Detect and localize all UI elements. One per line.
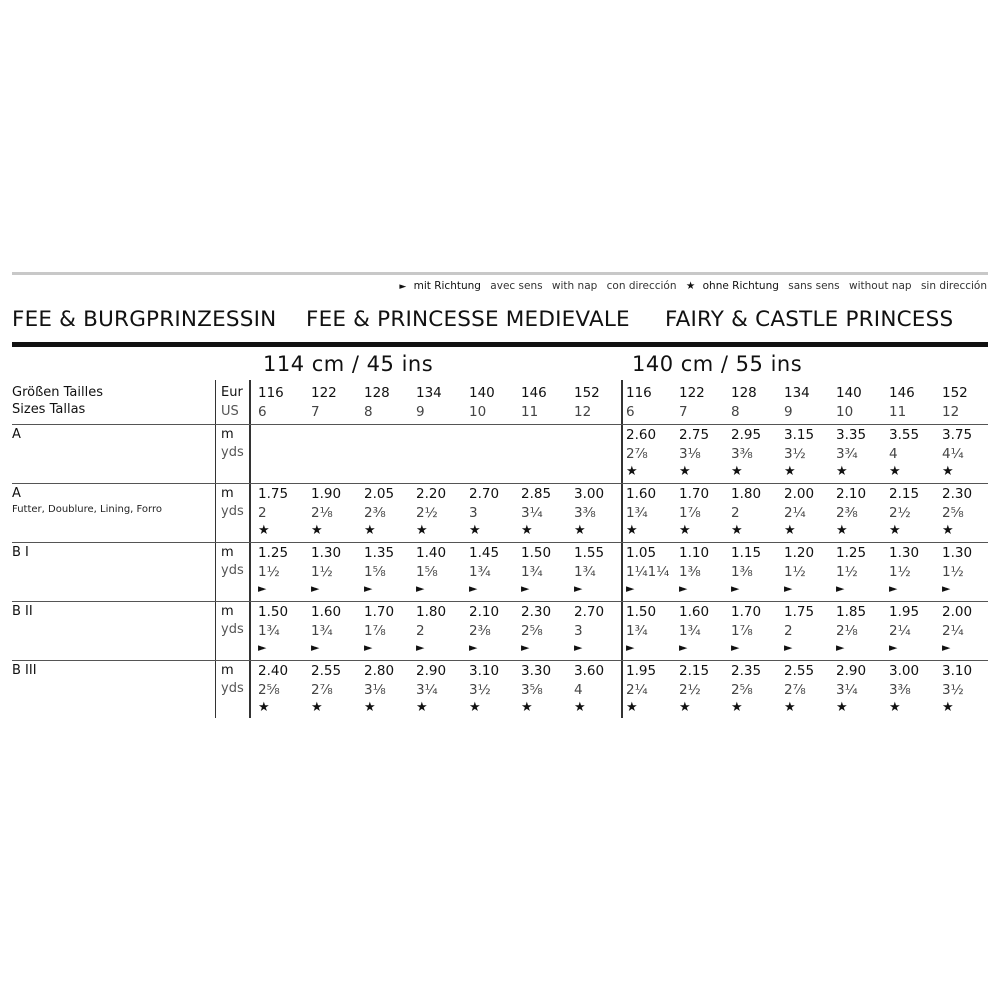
value-yards: 2⅝ — [521, 623, 543, 639]
value-yards: 2⅝ — [942, 505, 964, 521]
with-nap-marker: ► — [416, 641, 425, 654]
eur-size: 152 — [942, 385, 968, 401]
without-nap-marker: ★ — [889, 464, 901, 479]
value-yards: 1¾ — [469, 564, 491, 580]
value-metres: 3.00 — [574, 486, 605, 502]
value-metres: 1.50 — [258, 604, 289, 620]
with-nap-marker: ► — [311, 641, 320, 654]
value-metres: 1.60 — [679, 604, 710, 620]
value-metres: 2.20 — [416, 486, 447, 502]
with-nap-marker: ► — [258, 582, 267, 595]
value-yards: 3½ — [469, 682, 491, 698]
without-nap-marker: ★ — [784, 464, 796, 479]
width-114-left-border — [249, 380, 251, 718]
without-nap-marker: ★ — [416, 700, 428, 715]
value-metres: 1.70 — [364, 604, 395, 620]
value-metres: 1.15 — [731, 545, 762, 561]
with-nap-marker: ► — [889, 582, 898, 595]
without-nap-marker: ★ — [469, 700, 481, 715]
with-nap-marker: ► — [889, 641, 898, 654]
unit-yds: yds — [221, 445, 244, 460]
without-nap-marker: ★ — [942, 700, 954, 715]
title-fr: FEE & PRINCESSE MEDIEVALE — [306, 307, 630, 332]
value-metres: 1.50 — [521, 545, 552, 561]
without-nap-marker: ★ — [836, 464, 848, 479]
value-yards: 3⅜ — [574, 505, 596, 521]
value-yards: 2¼ — [942, 623, 964, 639]
value-yards: 2 — [258, 505, 267, 521]
unit-m: m — [221, 486, 234, 501]
without-nap-marker: ★ — [784, 700, 796, 715]
without-nap-marker: ★ — [311, 523, 323, 538]
value-metres: 1.40 — [416, 545, 447, 561]
value-metres: 2.80 — [364, 663, 395, 679]
value-yards: 2¼ — [889, 623, 911, 639]
with-nap-fr: avec sens — [490, 280, 543, 292]
without-nap-fr: sans sens — [788, 280, 840, 292]
value-metres: 1.30 — [889, 545, 920, 561]
row-separator — [12, 542, 988, 543]
without-nap-marker: ★ — [784, 523, 796, 538]
value-metres: 2.95 — [731, 427, 762, 443]
with-nap-marker: ► — [784, 582, 793, 595]
without-nap-en: without nap — [849, 280, 912, 292]
without-nap-marker: ★ — [836, 700, 848, 715]
without-nap-marker: ★ — [942, 464, 954, 479]
value-yards: 3¼ — [836, 682, 858, 698]
value-metres: 3.15 — [784, 427, 815, 443]
value-yards: 2⅜ — [364, 505, 386, 521]
value-metres: 2.90 — [416, 663, 447, 679]
value-metres: 2.40 — [258, 663, 289, 679]
row-separator — [12, 660, 988, 661]
value-yards: 1¾ — [311, 623, 333, 639]
value-yards: 2½ — [416, 505, 438, 521]
value-yards: 3⅜ — [731, 446, 753, 462]
eur-size: 146 — [521, 385, 547, 401]
without-nap-marker: ★ — [942, 523, 954, 538]
value-metres: 2.15 — [679, 663, 710, 679]
without-nap-marker: ★ — [679, 523, 691, 538]
value-metres: 2.05 — [364, 486, 395, 502]
without-nap-symbol: ★ — [685, 280, 696, 292]
row-separator — [12, 424, 988, 425]
legend — [399, 280, 987, 292]
value-metres: 1.30 — [311, 545, 342, 561]
row-label: A — [12, 486, 21, 501]
without-nap-marker: ★ — [574, 523, 586, 538]
value-yards: 2⅞ — [626, 446, 648, 462]
with-nap-marker: ► — [574, 641, 583, 654]
row-separator — [12, 483, 988, 484]
without-nap-marker: ★ — [626, 700, 638, 715]
without-nap-marker: ★ — [258, 700, 270, 715]
value-yards: 4 — [889, 446, 898, 462]
with-nap-marker: ► — [731, 582, 740, 595]
without-nap-marker: ★ — [836, 523, 848, 538]
value-yards: 3¼ — [521, 505, 543, 521]
size-label-line2: Sizes Tallas — [12, 402, 86, 417]
value-metres: 1.45 — [469, 545, 500, 561]
value-metres: 1.75 — [784, 604, 815, 620]
with-nap-es: con dirección — [606, 280, 677, 292]
value-metres: 2.15 — [889, 486, 920, 502]
eur-size: 134 — [784, 385, 810, 401]
with-nap-marker: ► — [942, 641, 951, 654]
value-yards: 2¼ — [784, 505, 806, 521]
with-nap-marker: ► — [416, 582, 425, 595]
without-nap-marker: ★ — [889, 523, 901, 538]
unit-m: m — [221, 663, 234, 678]
value-metres: 2.55 — [784, 663, 815, 679]
unit-column-divider — [215, 380, 216, 718]
eur-size: 140 — [836, 385, 862, 401]
us-size: 8 — [364, 404, 373, 420]
with-nap-marker: ► — [942, 582, 951, 595]
value-yards: 2½ — [679, 682, 701, 698]
value-yards: 1¾ — [258, 623, 280, 639]
eur-size: 116 — [626, 385, 652, 401]
value-yards: 2⅝ — [258, 682, 280, 698]
value-metres: 1.05 — [626, 545, 657, 561]
value-yards: 1¾ — [626, 505, 648, 521]
eur-label: Eur — [221, 385, 243, 400]
without-nap-marker: ★ — [679, 700, 691, 715]
value-yards: 3½ — [942, 682, 964, 698]
width-140-header: 140 cm / 55 ins — [632, 352, 803, 376]
width-114-header: 114 cm / 45 ins — [263, 352, 434, 376]
with-nap-marker: ► — [731, 641, 740, 654]
us-size: 11 — [889, 404, 907, 420]
row-label: B III — [12, 663, 37, 678]
title-en: FAIRY & CASTLE PRINCESS — [665, 307, 954, 332]
value-metres: 1.95 — [626, 663, 657, 679]
us-size: 9 — [784, 404, 793, 420]
value-yards: 3½ — [784, 446, 806, 462]
value-yards: 3⅜ — [889, 682, 911, 698]
value-yards: 1⅜ — [679, 564, 701, 580]
value-yards: 1½ — [311, 564, 333, 580]
us-size: 7 — [679, 404, 688, 420]
value-yards: 3¾ — [836, 446, 858, 462]
us-size: 6 — [258, 404, 267, 420]
value-yards: 2 — [731, 505, 740, 521]
with-nap-marker: ► — [574, 582, 583, 595]
value-yards: 1¼1¼ — [626, 564, 670, 580]
width-140-left-border — [621, 380, 623, 718]
value-metres: 1.70 — [731, 604, 762, 620]
value-metres: 3.75 — [942, 427, 973, 443]
value-metres: 3.00 — [889, 663, 920, 679]
value-metres: 2.10 — [836, 486, 867, 502]
value-metres: 3.10 — [942, 663, 973, 679]
value-yards: 3⅛ — [364, 682, 386, 698]
value-yards: 2⅛ — [311, 505, 333, 521]
value-yards: 1⅞ — [679, 505, 701, 521]
without-nap-marker: ★ — [364, 523, 376, 538]
with-nap-marker: ► — [784, 641, 793, 654]
value-metres: 2.30 — [942, 486, 973, 502]
value-yards: 2½ — [889, 505, 911, 521]
with-nap-marker: ► — [311, 582, 320, 595]
value-metres: 1.50 — [626, 604, 657, 620]
value-metres: 1.85 — [836, 604, 867, 620]
size-label-line1: Größen Tailles — [12, 385, 104, 400]
value-metres: 1.90 — [311, 486, 342, 502]
without-nap-marker: ★ — [258, 523, 270, 538]
value-yards: 2⅞ — [784, 682, 806, 698]
value-metres: 1.75 — [258, 486, 289, 502]
value-metres: 2.30 — [521, 604, 552, 620]
with-nap-marker: ► — [626, 641, 635, 654]
value-yards: 2⅝ — [731, 682, 753, 698]
value-metres: 3.35 — [836, 427, 867, 443]
value-yards: 1⅝ — [416, 564, 438, 580]
value-yards: 2 — [784, 623, 793, 639]
value-yards: 2¼ — [626, 682, 648, 698]
value-yards: 4 — [574, 682, 583, 698]
eur-size: 122 — [679, 385, 705, 401]
without-nap-marker: ★ — [626, 523, 638, 538]
value-metres: 2.00 — [784, 486, 815, 502]
row-sublabel: Futter, Doublure, Lining, Forro — [12, 504, 162, 515]
with-nap-marker: ► — [836, 582, 845, 595]
value-yards: 3 — [469, 505, 478, 521]
us-size: 7 — [311, 404, 320, 420]
eur-size: 122 — [311, 385, 337, 401]
without-nap-marker: ★ — [731, 523, 743, 538]
value-yards: 1⅜ — [731, 564, 753, 580]
value-metres: 2.70 — [574, 604, 605, 620]
without-nap-marker: ★ — [626, 464, 638, 479]
unit-yds: yds — [221, 563, 244, 578]
row-label: B I — [12, 545, 29, 560]
us-size: 9 — [416, 404, 425, 420]
without-nap-marker: ★ — [469, 523, 481, 538]
us-size: 6 — [626, 404, 635, 420]
with-nap-marker: ► — [521, 582, 530, 595]
value-metres: 2.75 — [679, 427, 710, 443]
with-nap-en: with nap — [551, 280, 598, 292]
without-nap-marker: ★ — [521, 523, 533, 538]
us-size: 11 — [521, 404, 539, 420]
value-metres: 1.30 — [942, 545, 973, 561]
eur-size: 140 — [469, 385, 495, 401]
value-yards: 3⅛ — [679, 446, 701, 462]
without-nap-marker: ★ — [679, 464, 691, 479]
value-metres: 3.60 — [574, 663, 605, 679]
value-yards: 4¼ — [942, 446, 964, 462]
value-metres: 1.25 — [258, 545, 289, 561]
us-size: 8 — [731, 404, 740, 420]
value-metres: 1.35 — [364, 545, 395, 561]
value-yards: 1¾ — [679, 623, 701, 639]
without-nap-marker: ★ — [889, 700, 901, 715]
value-metres: 1.60 — [626, 486, 657, 502]
value-yards: 1⅝ — [364, 564, 386, 580]
value-metres: 2.60 — [626, 427, 657, 443]
without-nap-marker: ★ — [574, 700, 586, 715]
us-size: 10 — [469, 404, 487, 420]
value-metres: 3.55 — [889, 427, 920, 443]
value-metres: 2.00 — [942, 604, 973, 620]
without-nap-marker: ★ — [364, 700, 376, 715]
value-metres: 2.10 — [469, 604, 500, 620]
with-nap-de: mit Richtung — [413, 280, 481, 292]
value-yards: 2⅞ — [311, 682, 333, 698]
row-label: B II — [12, 604, 33, 619]
value-metres: 1.70 — [679, 486, 710, 502]
with-nap-marker: ► — [469, 641, 478, 654]
eur-size: 152 — [574, 385, 600, 401]
value-yards: 1½ — [258, 564, 280, 580]
value-yards: 2⅜ — [469, 623, 491, 639]
value-metres: 1.55 — [574, 545, 605, 561]
unit-m: m — [221, 545, 234, 560]
value-metres: 1.95 — [889, 604, 920, 620]
without-nap-marker: ★ — [521, 700, 533, 715]
without-nap-marker: ★ — [416, 523, 428, 538]
with-nap-marker: ► — [679, 582, 688, 595]
value-metres: 1.80 — [416, 604, 447, 620]
with-nap-marker: ► — [626, 582, 635, 595]
value-metres: 1.60 — [311, 604, 342, 620]
with-nap-marker: ► — [521, 641, 530, 654]
unit-yds: yds — [221, 622, 244, 637]
with-nap-marker: ► — [469, 582, 478, 595]
value-metres: 2.55 — [311, 663, 342, 679]
value-yards: 1½ — [942, 564, 964, 580]
value-yards: 1¾ — [574, 564, 596, 580]
without-nap-marker: ★ — [731, 464, 743, 479]
with-nap-marker: ► — [364, 582, 373, 595]
row-label: A — [12, 427, 21, 442]
title-de: FEE & BURGPRINZESSIN — [12, 307, 277, 332]
eur-size: 128 — [364, 385, 390, 401]
value-metres: 3.10 — [469, 663, 500, 679]
with-nap-marker: ► — [258, 641, 267, 654]
value-yards: 1½ — [784, 564, 806, 580]
us-size: 12 — [942, 404, 960, 420]
unit-yds: yds — [221, 681, 244, 696]
top-divider — [12, 272, 988, 275]
value-yards: 1¾ — [521, 564, 543, 580]
value-yards: 3⅝ — [521, 682, 543, 698]
us-size: 10 — [836, 404, 854, 420]
value-metres: 2.70 — [469, 486, 500, 502]
eur-size: 134 — [416, 385, 442, 401]
without-nap-es: sin dirección — [920, 280, 987, 292]
unit-m: m — [221, 427, 234, 442]
eur-size: 146 — [889, 385, 915, 401]
value-metres: 1.10 — [679, 545, 710, 561]
value-metres: 2.90 — [836, 663, 867, 679]
value-metres: 2.35 — [731, 663, 762, 679]
value-yards: 1½ — [889, 564, 911, 580]
unit-yds: yds — [221, 504, 244, 519]
without-nap-marker: ★ — [731, 700, 743, 715]
value-yards: 3 — [574, 623, 583, 639]
value-yards: 2 — [416, 623, 425, 639]
with-nap-marker: ► — [836, 641, 845, 654]
value-yards: 1⅞ — [364, 623, 386, 639]
value-metres: 1.25 — [836, 545, 867, 561]
eur-size: 128 — [731, 385, 757, 401]
us-label: US — [221, 404, 239, 419]
without-nap-de: ohne Richtung — [702, 280, 779, 292]
value-yards: 1½ — [836, 564, 858, 580]
unit-m: m — [221, 604, 234, 619]
without-nap-marker: ★ — [311, 700, 323, 715]
eur-size: 116 — [258, 385, 284, 401]
value-yards: 2⅜ — [836, 505, 858, 521]
value-metres: 2.85 — [521, 486, 552, 502]
value-yards: 1⅞ — [731, 623, 753, 639]
value-yards: 3¼ — [416, 682, 438, 698]
value-yards: 1¾ — [626, 623, 648, 639]
us-size: 12 — [574, 404, 592, 420]
value-metres: 1.80 — [731, 486, 762, 502]
value-yards: 2⅛ — [836, 623, 858, 639]
with-nap-marker: ► — [364, 641, 373, 654]
with-nap-marker: ► — [679, 641, 688, 654]
with-nap-symbol: ► — [399, 282, 407, 292]
row-separator — [12, 601, 988, 602]
value-metres: 3.30 — [521, 663, 552, 679]
value-metres: 1.20 — [784, 545, 815, 561]
title-rule — [12, 342, 988, 347]
